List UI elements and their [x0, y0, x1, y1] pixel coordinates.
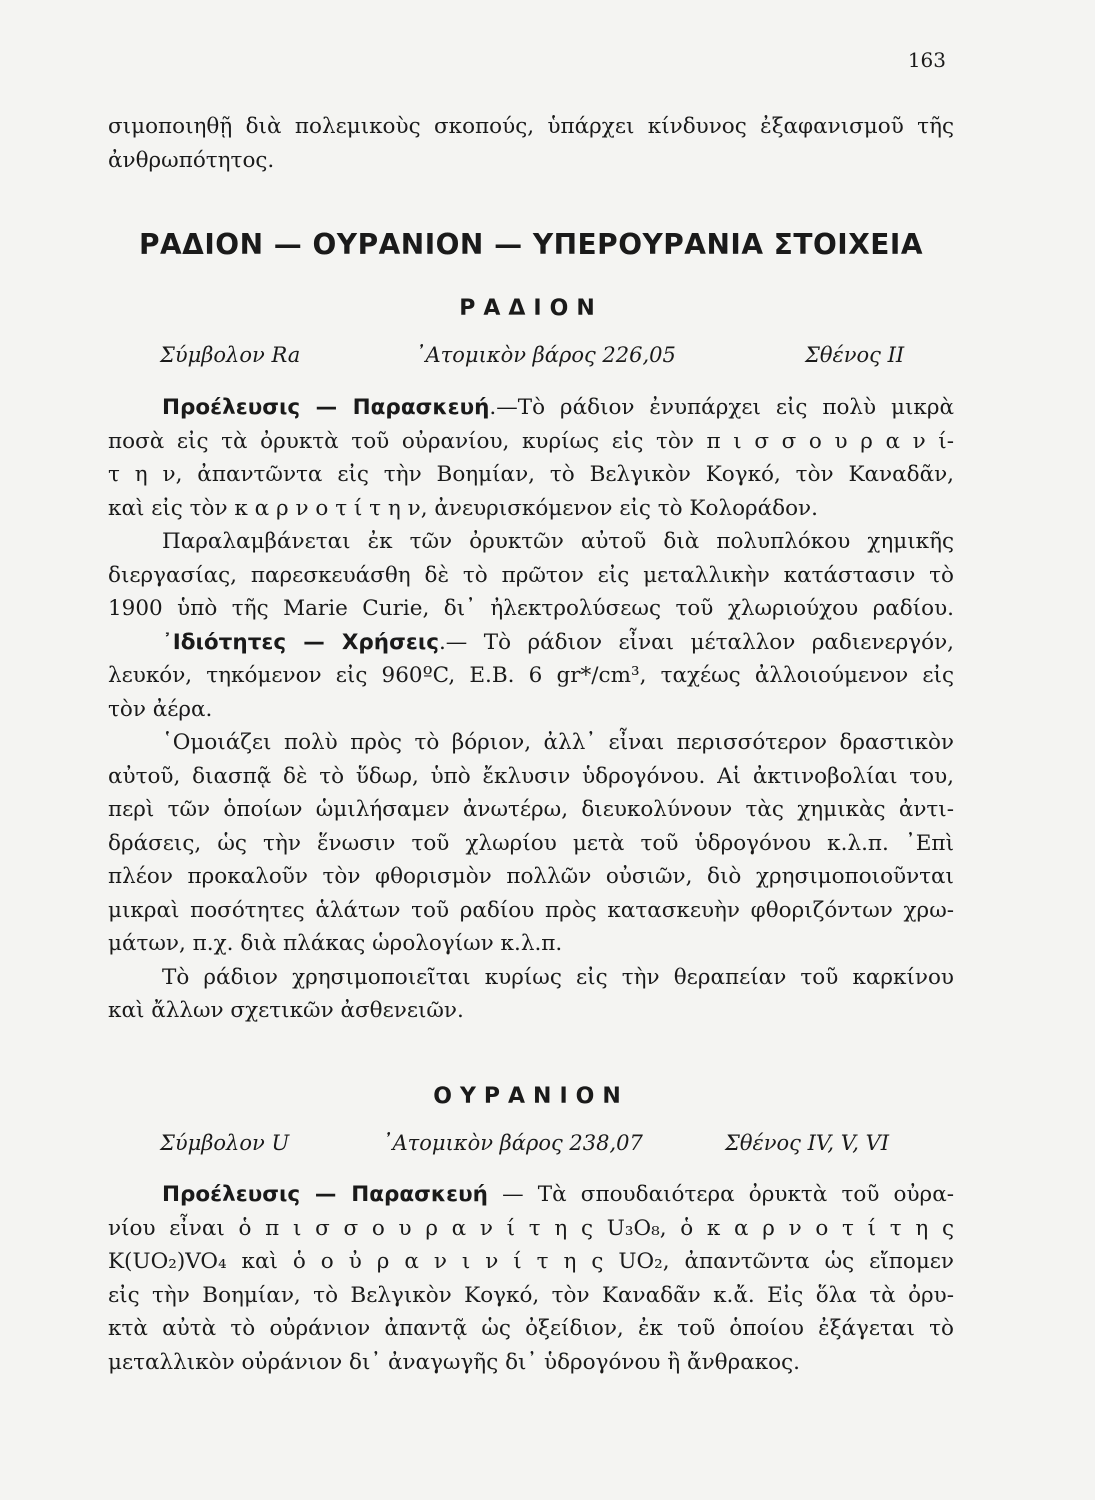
radium-origin-section	[108, 391, 954, 1028]
uranium-heading: ΟΥΡΑΝΙΟΝ	[433, 1084, 629, 1109]
radium-atomic-weight: ᾿Ατομικὸν βάρος 226,05	[415, 343, 676, 367]
uranium-line	[108, 1178, 954, 1212]
uranium-line: μεταλλικὸν οὐράνιον δι᾿ ἀναγωγῆς δι᾿ ὑδρογόνου ἢ ἄνθρακος.	[108, 1349, 800, 1375]
radium-line: αὐτοῦ, διασπᾷ δὲ τὸ ὕδωρ, ὑπὸ ἔκλυσιν ὑδρογόνου. Αἱ ἀκτινοβολίαι του,	[108, 763, 954, 789]
radium-line: Παραλαμβάνεται ἐκ τῶν ὀρυκτῶν αὐτοῦ διὰ πολυπλόκου χημικῆς	[162, 529, 954, 554]
radium-line: λευκόν, τηκόμενον εἰς 960ºC, Ε.Β. 6 gr*/cm³, ταχέως ἀλλοιούμενον εἰς	[108, 663, 954, 688]
radium-line: ῾Ομοιάζει πολὺ πρὸς τὸ βόριον, ἀλλ᾿ εἶναι περισσότερον δραστικὸν	[162, 730, 954, 755]
radium-line: μάτων, π.χ. διὰ πλάκας ὡρολογίων κ.λ.π.	[108, 931, 563, 956]
radium-line: διεργασίας, παρεσκευάσθη δὲ τὸ πρῶτον εἰς μεταλλικὴν κατάστασιν τὸ	[108, 562, 954, 588]
radium-heading: ΡΑΔΙΟΝ	[459, 296, 603, 321]
uranium-origin-label: Προέλευσις — Παρασκευή	[162, 1182, 488, 1207]
intro-line: σιμοποιηθῇ διὰ πολεμικοὺς σκοπούς, ὑπάρχει κίνδυνος ἐξαφανισμοῦ τῆς	[108, 114, 954, 139]
intro-paragraph	[108, 110, 954, 177]
radium-line: τὸν ἀέρα.	[108, 696, 213, 722]
radium-properties-label: ᾿Ιδιότητες — Χρήσεις	[162, 629, 439, 655]
radium-valence: Σθένος II	[805, 343, 905, 367]
radium-line: τ η ν, ἀπαντῶντα εἰς τὴν Βοημίαν, τὸ Βελγικὸν Κογκό, τὸν Καναδᾶν,	[108, 462, 954, 487]
uranium-symbol: Σύμβολον U	[160, 1131, 290, 1155]
uranium-origin-section	[108, 1178, 954, 1379]
radium-line: ποσὰ εἰς τὰ ὀρυκτὰ τοῦ οὐρανίου, κυρίως εἰς τὸν π ι σ σ ο υ ρ α ν ί-	[108, 428, 954, 454]
radium-line	[108, 626, 954, 660]
radium-line	[108, 391, 954, 425]
uranium-valence: Σθένος IV, V, VI	[725, 1131, 890, 1155]
uranium-line: νίου εἶναι ὁ π ι σ σ ο υ ρ α ν ί τ η ς U₃O₈, ὁ κ α ρ ν ο τ ί τ η ς	[108, 1215, 954, 1241]
radium-line: πλέον προκαλοῦν τὸν φθορισμὸν πολλῶν οὐσιῶν, διὸ χρησιμοποιοῦνται	[108, 864, 954, 889]
uranium-line: κτὰ αὐτὰ τὸ οὐράνιον ἀπαντᾷ ὡς ὀξείδιον, ἐκ τοῦ ὁποίου ἐξάγεται τὸ	[108, 1316, 954, 1341]
radium-properties-text: .— Τὸ ράδιον εἶναι μέταλλον ραδιενεργόν,	[438, 629, 954, 655]
uranium-line: εἰς τὴν Βοημίαν, τὸ Βελγικὸν Κογκό, τὸν Καναδᾶν κ.ἄ. Εἰς ὅλα τὰ ὀρυ-	[108, 1282, 954, 1308]
radium-origin-text: .—Τὸ ράδιον ἐνυπάρχει εἰς πολὺ μικρὰ	[489, 395, 955, 420]
radium-line: 1900 ὑπὸ τῆς Marie Curie, δι᾿ ἠλεκτρολύσεως τοῦ χλωριούχου ραδίου.	[108, 596, 954, 621]
radium-line: περὶ τῶν ὁποίων ὡμιλήσαμεν ἀνωτέρω, διευκολύνουν τὰς χημικὰς ἀντι-	[108, 797, 954, 822]
radium-line: καὶ ἄλλων σχετικῶν ἀσθενειῶν.	[108, 998, 464, 1023]
uranium-line: K(UO₂)VO₄ καὶ ὁ ο ὐ ρ α ν ι ν ί τ η ς UO₂, ἀπαντῶντα ὡς εἴπομεν	[108, 1249, 954, 1274]
radium-symbol: Σύμβολον Ra	[160, 343, 301, 367]
radium-origin-label: Προέλευσις — Παρασκευή	[162, 395, 490, 420]
uranium-atomic-weight: ᾿Ατομικὸν βάρος 238,07	[382, 1131, 643, 1155]
radium-line: μικραὶ ποσότητες ἁλάτων τοῦ ραδίου πρὸς κατασκευὴν φθοριζόντων χρω-	[108, 897, 954, 923]
uranium-origin-text: — Τὰ σπουδαιότερα ὀρυκτὰ τοῦ οὐρα-	[487, 1182, 954, 1207]
radium-line: καὶ εἰς τὸν κ α ρ ν ο τ ί τ η ν, ἀνευρισκόμενον εἰς τὸ Κολοράδον.	[108, 495, 818, 521]
radium-line: δράσεις, ὡς τὴν ἕνωσιν τοῦ χλωρίου μετὰ τοῦ ὑδρογόνου κ.λ.π. ᾿Επὶ	[108, 830, 954, 856]
page-number: 163	[907, 48, 946, 72]
radium-line: Τὸ ράδιον χρησιμοποιεῖται κυρίως εἰς τὴν θεραπείαν τοῦ καρκίνου	[162, 964, 954, 990]
main-heading: ΡΑΔΙΟΝ — ΟΥΡΑΝΙΟΝ — ΥΠΕΡΟΥΡΑΝΙΑ ΣΤΟΙΧΕΙΑ	[138, 228, 923, 261]
intro-line: ἀνθρωπότητος.	[108, 147, 275, 173]
